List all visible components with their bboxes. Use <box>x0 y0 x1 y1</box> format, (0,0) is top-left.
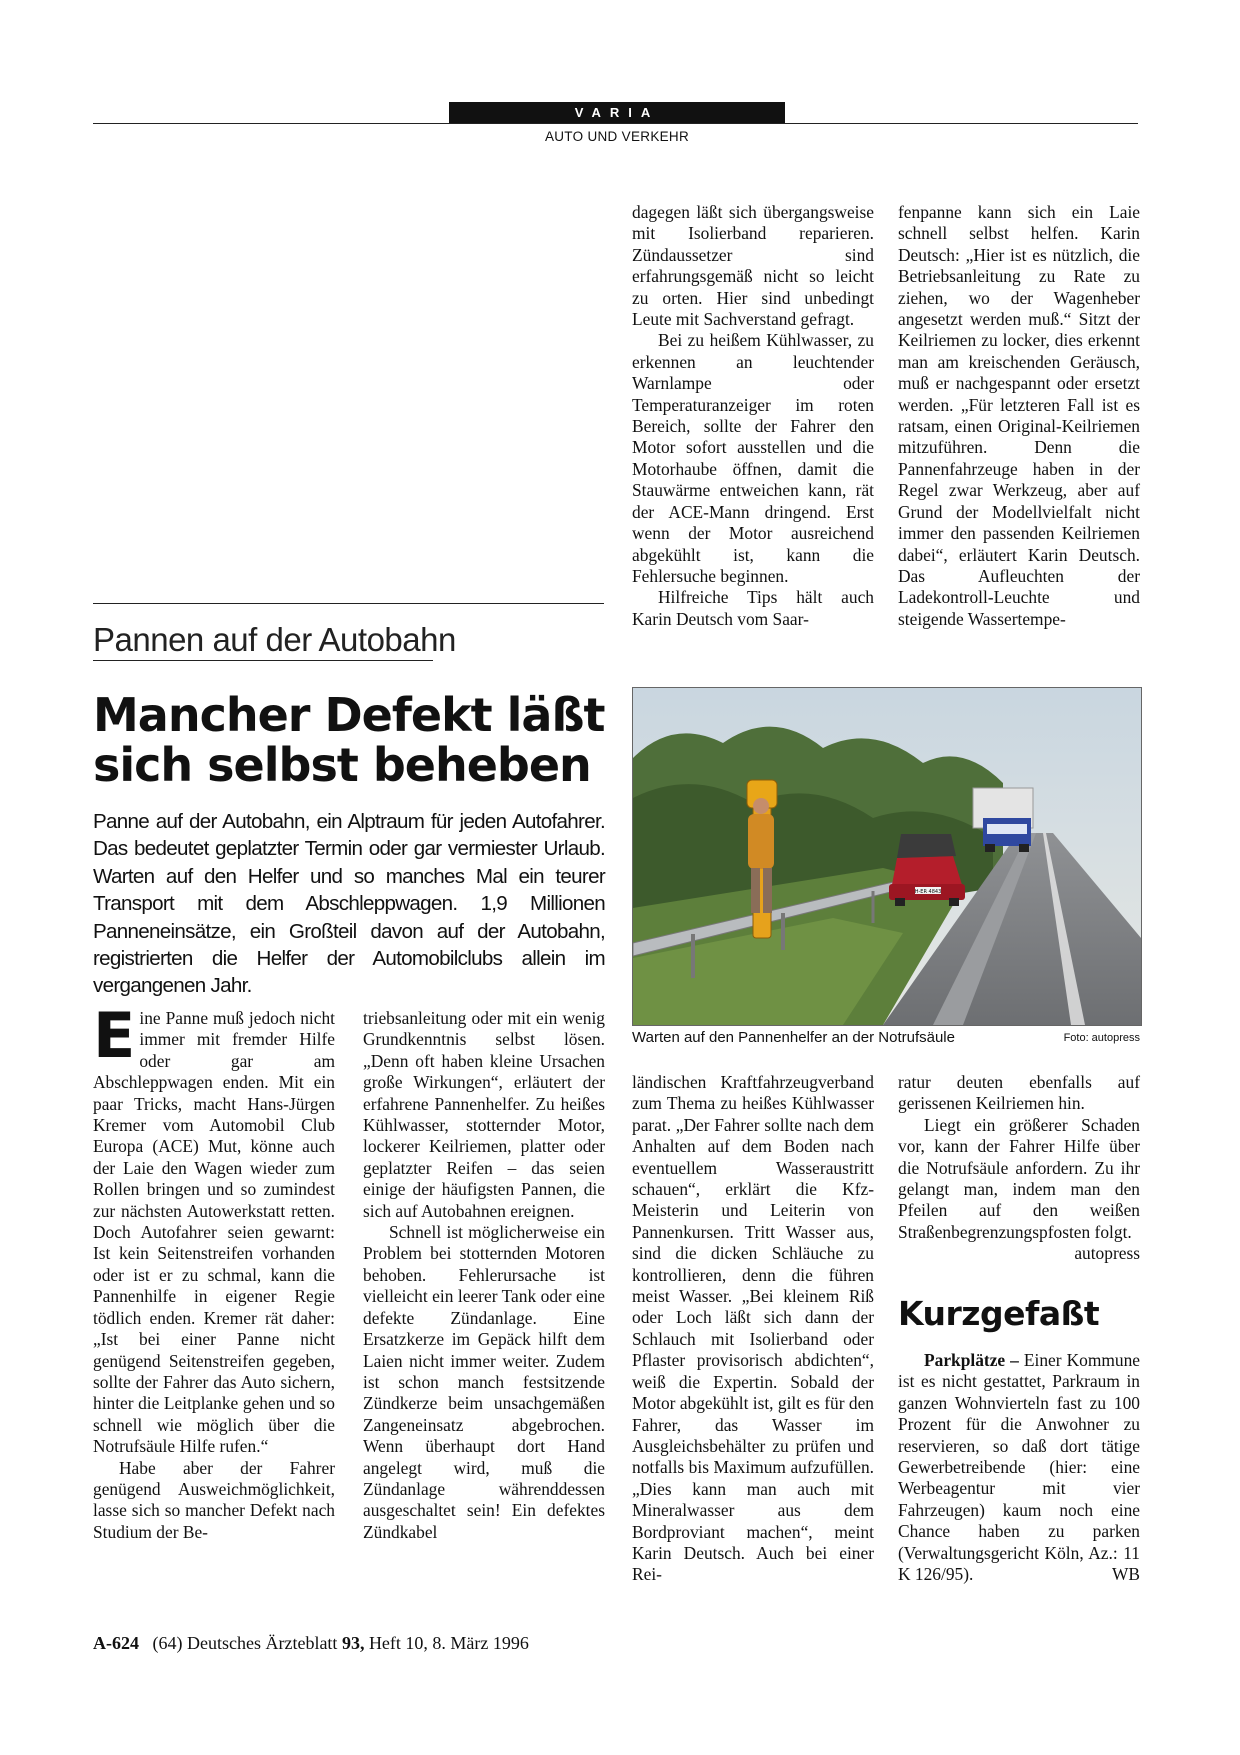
paragraph: triebsanleitung oder mit ein wenig Grundkenntnis selbst lösen. „Denn oft haben kleine Ursachen große Wirkungen“, erläutert der erfahrene Pannenhelfer. Zu heißes Kühlwasser, stotternder Motor, lockerer Keilriemen, platter oder geplatzter Reifen – das seien einige der häufigsten Pannen, die sich auf Autobahnen ereignen. <box>363 1008 605 1221</box>
section-label: AUTO UND VERKEHR <box>544 129 690 144</box>
paragraph: Bei zu heißem Kühlwasser, zu erkennen an leuchtender Warnlampe oder Temperaturanzeiger im roten Bereich, sollte der Fahrer den Motor sofort ausstellen und die Motorhaube öffnen, damit die Stauwärme entweichen kann, rät der ACE-Mann dringend. Erst wenn der Motor ausreichend abgekühlt ist, kann die Fehlersuche beginnen. <box>632 330 874 586</box>
lead-paragraph: Panne auf der Autobahn, ein Alptraum für jeden Autofahrer. Das bedeutet geplatzter Termin oder gar vermiester Urlaub. Warten auf den Helfer und so manches Mal ein teurer Transport mit dem Abschleppwagen. 1,9 Millionen Panneneinsätze, ein Großteil davon auf der Autobahn, registrierten die Helfer der Automobilclubs allein im vergangenen Jahr. <box>93 810 605 998</box>
photo <box>632 687 1142 1026</box>
paragraph-text: Liegt ein größerer Schaden vor, kann der Fahrer Hilfe über die Notrufsäule anfordern. Zu ihr gelangt man, indem man den Pfeilen auf den weißen Straßenbegrenzungspfosten folgt. <box>898 1114 1140 1242</box>
paragraph: Habe aber der Fahrer genügend Ausweichmöglichkeit, lasse sich so mancher Defekt nach Studium der Be- <box>93 1457 335 1542</box>
column-5 <box>632 1072 874 1586</box>
column-2 <box>363 1008 605 1543</box>
column-3 <box>632 202 874 630</box>
paragraph: dagegen läßt sich übergangsweise mit Isolierband reparieren. Zündaussetzer sind erfahrungsgemäß nicht so leicht zu orten. Hier sind unbedingt Leute mit Sachverstand gefragt. <box>632 202 874 330</box>
license-plate: H-ER 4843 <box>914 889 942 895</box>
paragraph-text: ine Panne muß jedoch nicht immer mit fremder Hilfe oder gar am Abschleppwagen enden. Mit ein paar Tricks, macht Hans-Jürgen Kremer vom Automobil Club Europa (ACE) Mut, könne auch der Laie den Wagen wieder zum Rollen bringen und so zumindest zur nächsten Autowerkstatt retten. Doch Autofahrer seien gewarnt: Ist kein Seitenstreifen vorhanden oder ist er zu schmal, kann die Pannenhilfe in eigener Regie tödlich enden. Kremer rät daher: „Ist bei einer Panne nicht genügend Seitenstreifen gegeben, sollte der Fahrer das Auto sichern, hinter die Leitplanke gehen und so schnell wie möglich über die Notrufsäule Hilfe rufen.“ <box>93 1008 335 1457</box>
paragraph: ratur deuten ebenfalls auf gerissenen Keilriemen hin. <box>898 1072 1140 1114</box>
paragraph <box>898 1114 1140 1264</box>
kicker: Pannen auf der Autobahn <box>93 621 456 658</box>
paragraph: Hilfreiche Tips hält auch Karin Deutsch vom Saar- <box>632 587 874 629</box>
headline-line-1: Mancher Defekt läßt <box>93 688 605 742</box>
page-footer <box>93 1633 529 1654</box>
page-number: A-624 <box>93 1633 139 1653</box>
category-bar: VARIA <box>449 102 785 123</box>
headline <box>93 690 613 790</box>
paragraph <box>93 999 335 1458</box>
column-1 <box>93 999 335 1543</box>
item-lead: Parkplätze – <box>924 1350 1019 1370</box>
item-text: Einer Kommune ist es nicht gestattet, Parkraum in ganzen Wohnvierteln fast zu 100 Prozent für die Anwohner zu reservieren, so daß dort tätige Gewerbetreibende (hier: eine Werbeagentur mit vier Fahrzeugen) kaum noch eine Chance haben zu parken (Verwaltungsgericht Köln, Az.: 11 K 126/95). <box>898 1350 1140 1585</box>
paragraph <box>898 1350 1140 1585</box>
breakdown-scene-illustration <box>633 688 1141 1025</box>
paragraph: Schnell ist möglicherweise ein Problem bei stotternden Motoren behoben. Fehlerursache ist vielleicht ein leerer Tank oder eine defekte Zündanlage. Eine Ersatzkerze im Gepäck hilft dem Laien nicht immer weiter. Zudem ist schon manch festsitzende Zündkerze beim unsachgemäßen Zangeneinsatz abgebrochen. Wenn überhaupt dort Hand angelegt wird, muß die Zündanlage währenddessen ausgeschaltet sein! Ein defektes Zündkabel <box>363 1222 605 1542</box>
paragraph: fenpanne kann sich ein Laie schnell selbst helfen. Karin Deutsch: „Hier ist es nützlich, die Betriebsanleitung zu Rate zu ziehen, wo der Wagenheber angesetzt werden muß.“ Sitzt der Keilriemen zu locker, dies erkennt man am kreischenden Geräusch, muß er nachgespannt oder ersetzt werden. „Für letzteren Fall ist es ratsam, einen Original-Keilriemen mitzuführen. Denn die Pannenfahrzeuge haben in der Regel zwar Werkzeug, aber auf Grund der Modellvielfalt nicht immer den passenden Keilriemen dabei“, erläutert Karin Deutsch. Das Aufleuchten der Ladekontroll-Leuchte und steigende Wassertempe- <box>898 202 1140 629</box>
author-signature: autopress <box>1074 1243 1140 1264</box>
kicker-underline <box>93 660 433 661</box>
drop-cap: E <box>93 999 136 1072</box>
paragraph: ländischen Kraftfahrzeugverband zum Thema zu heißes Kühlwasser parat. „Der Fahrer sollte nach dem Anhalten auf dem Boden nach eventuellem Wasseraustritt schauen“, erklärt die Kfz-Meisterin und Leiterin von Pannenkursen. Tritt Wasser aus, sind die dicken Schläuche zu kontrollieren, denn die führen meist Wasser. „Bei kleinem Riß oder Loch läßt sich dann der Schlauch mit Isolierband oder Pflaster provisorisch abdichten“, weiß die Expertin. Sobald der Motor abgekühlt ist, gilt es für den Fahrer, das Wasser im Ausgleichsbehälter zu prüfen und notfalls bis Maximum aufzufüllen. „Dies kann man auch mit Mineralwasser aus dem Bordproviant machen“, meint Karin Deutsch. Auch bei einer Rei- <box>632 1072 874 1585</box>
photo-caption <box>632 1029 1140 1046</box>
photo-credit: Foto: autopress <box>1063 1032 1140 1044</box>
volume: 93, <box>341 1633 365 1653</box>
caption-text: Warten auf den Pannenhelfer an der Notrufsäule <box>632 1029 955 1046</box>
column-4 <box>898 202 1140 630</box>
headline-line-2: sich selbst beheben <box>93 738 591 792</box>
item-signature: WB <box>1111 1564 1140 1585</box>
sidebar-item <box>898 1350 1140 1585</box>
header-rule <box>93 123 1138 124</box>
column-6 <box>898 1072 1140 1265</box>
journal-name: (64) Deutsches Ärzteblatt <box>152 1633 338 1653</box>
sidebar-title: Kurzgefaßt <box>898 1294 1100 1333</box>
issue-info: Heft 10, 8. März 1996 <box>368 1633 529 1653</box>
kicker-top-rule <box>93 603 604 604</box>
